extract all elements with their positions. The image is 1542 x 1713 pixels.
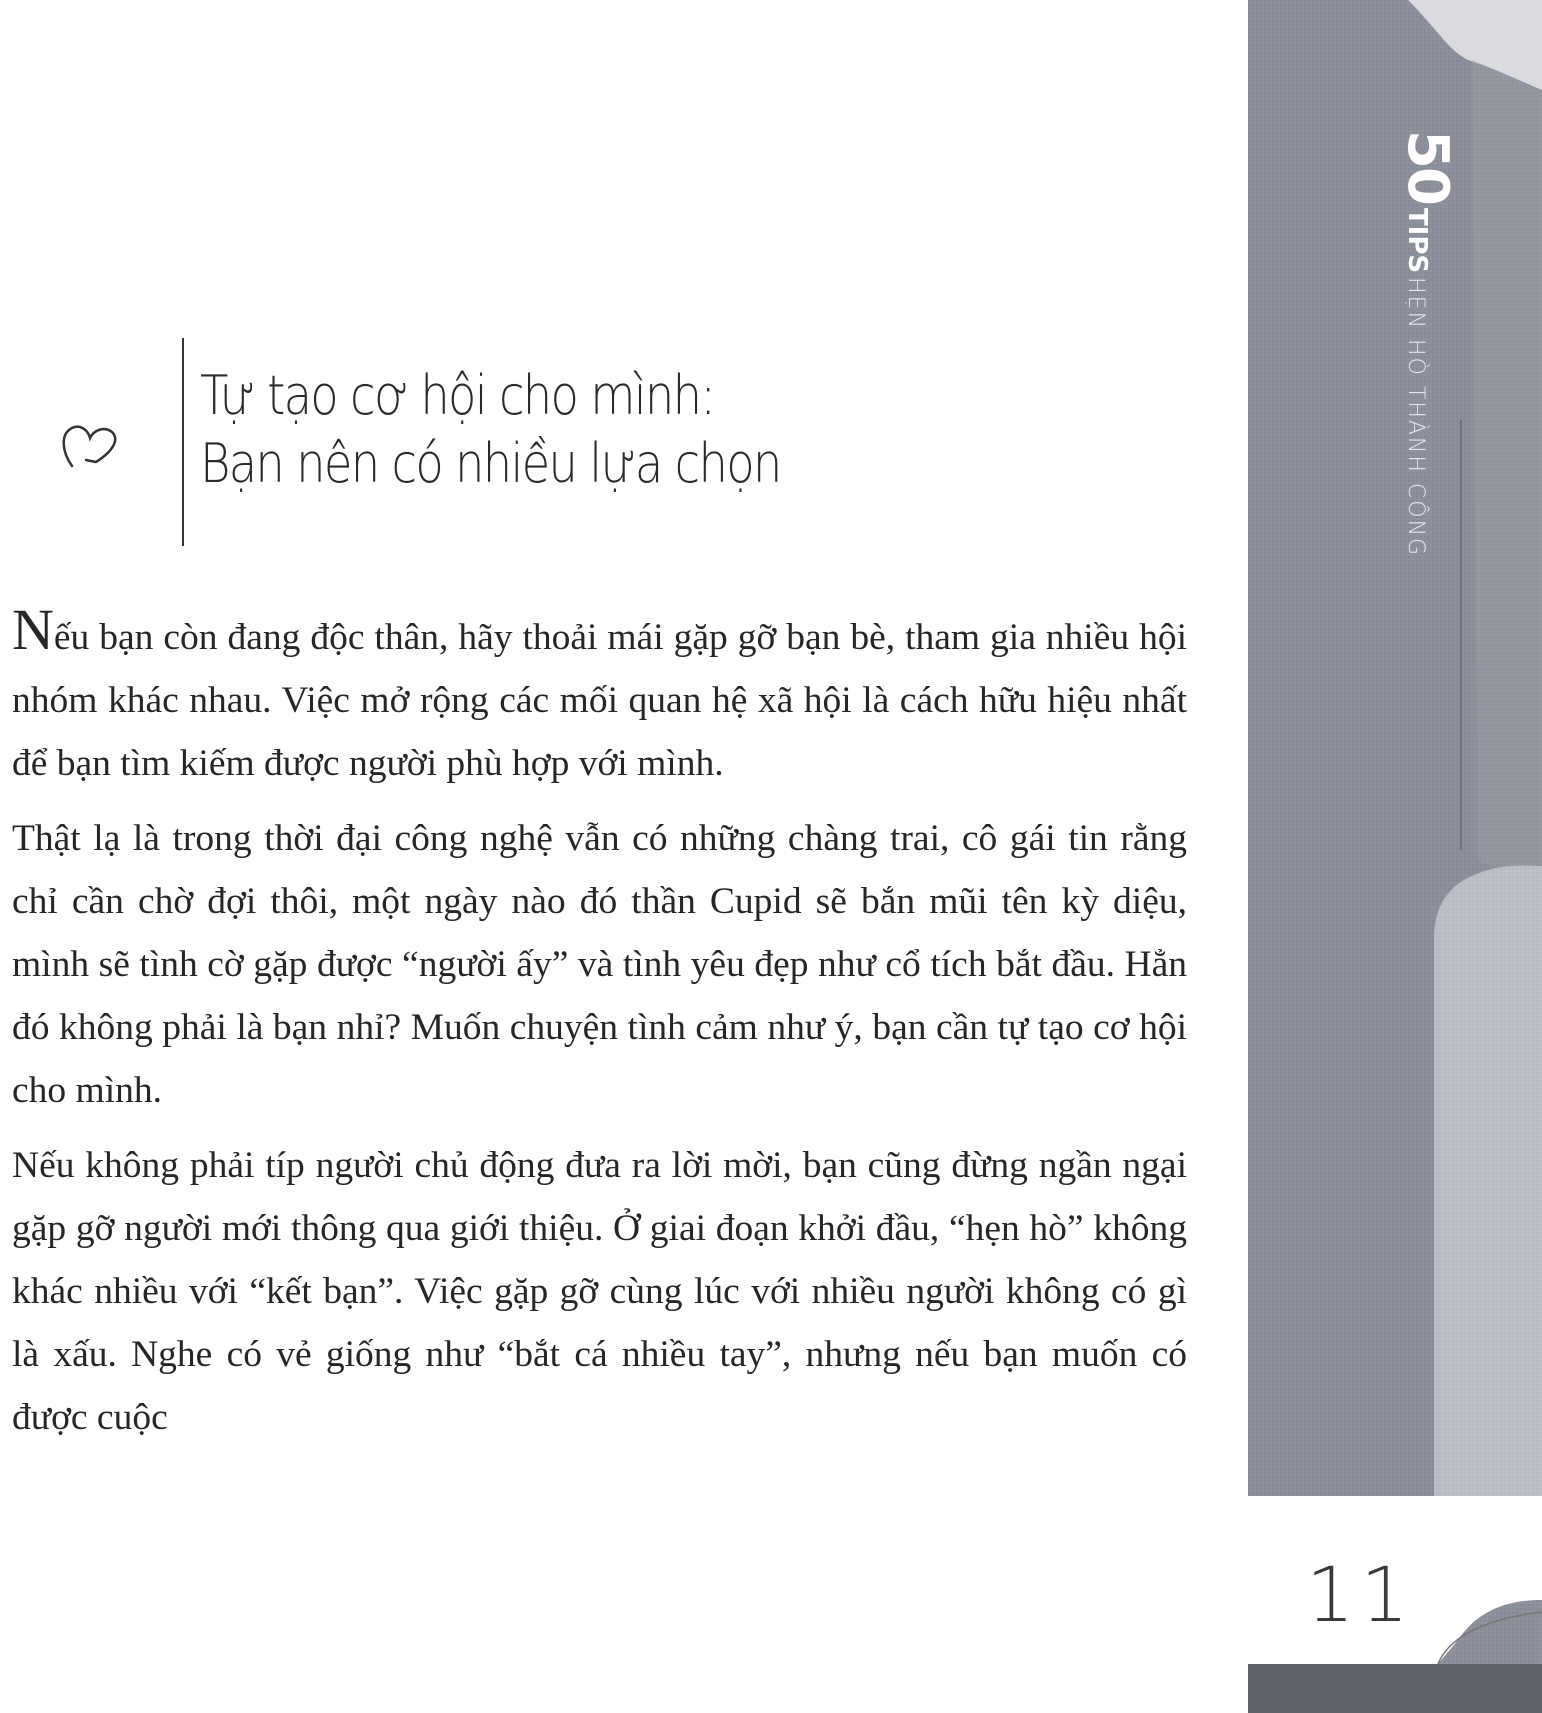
page-number: 11 — [1306, 1550, 1415, 1639]
section-heading — [200, 362, 974, 498]
heading-line-1: Tự tạo cơ hội cho mình: — [200, 364, 715, 427]
drop-cap: N — [12, 597, 54, 662]
body-text — [12, 597, 1187, 1461]
side-tab-title — [1395, 130, 1460, 557]
heading-line-2: Bạn nên có nhiều lựa chọn — [200, 432, 781, 495]
paragraph-3: Nếu không phải típ người chủ động đưa ra lời mời, bạn cũng đừng ngần ngại gặp gỡ người mới thông qua giới thiệu. Ở giai đoạn khởi đầu, “hẹn hò” không khác nhiều với “kết bạn”. Việc gặp gỡ cùng lúc với nhiều người không có gì là xấu. Nghe có vẻ giống như “bắt cá nhiều tay”, nhưng nếu bạn muốn có được cuộc — [12, 1145, 1187, 1438]
side-tab-tips: TIPS — [1402, 207, 1432, 274]
heart-outline-icon — [58, 412, 126, 480]
paragraph-2: Thật lạ là trong thời đại công nghệ vẫn có những chàng trai, cô gái tin rằng chỉ cần chờ đợi thôi, một ngày nào đó thần Cupid sẽ bắn mũi tên kỳ diệu, mình sẽ tình cờ gặp được “người ấy” và tình yêu đẹp như cổ tích bắt đầu. Hẳn đó không phải là bạn nhỉ? Muốn chuyện tình cảm như ý, bạn cần tự tạo cơ hội cho mình. — [12, 818, 1187, 1111]
side-tab-subtitle: HẸN HÒ THÀNH CÔNG — [1403, 277, 1428, 558]
heading-divider — [182, 338, 184, 546]
heading-heart-icon — [58, 412, 126, 480]
side-tab-number: 50 — [1395, 130, 1460, 204]
paragraph-1-text: ếu bạn còn đang độc thân, hãy thoải mái gặp gỡ bạn bè, tham gia nhiều hội nhóm khác nhau. Việc mở rộng các mối quan hệ xã hội là cách hữu hiệu nhất để bạn tìm kiếm được người phù hợp với mình. — [12, 617, 1187, 784]
paragraph-1 — [12, 597, 1187, 795]
